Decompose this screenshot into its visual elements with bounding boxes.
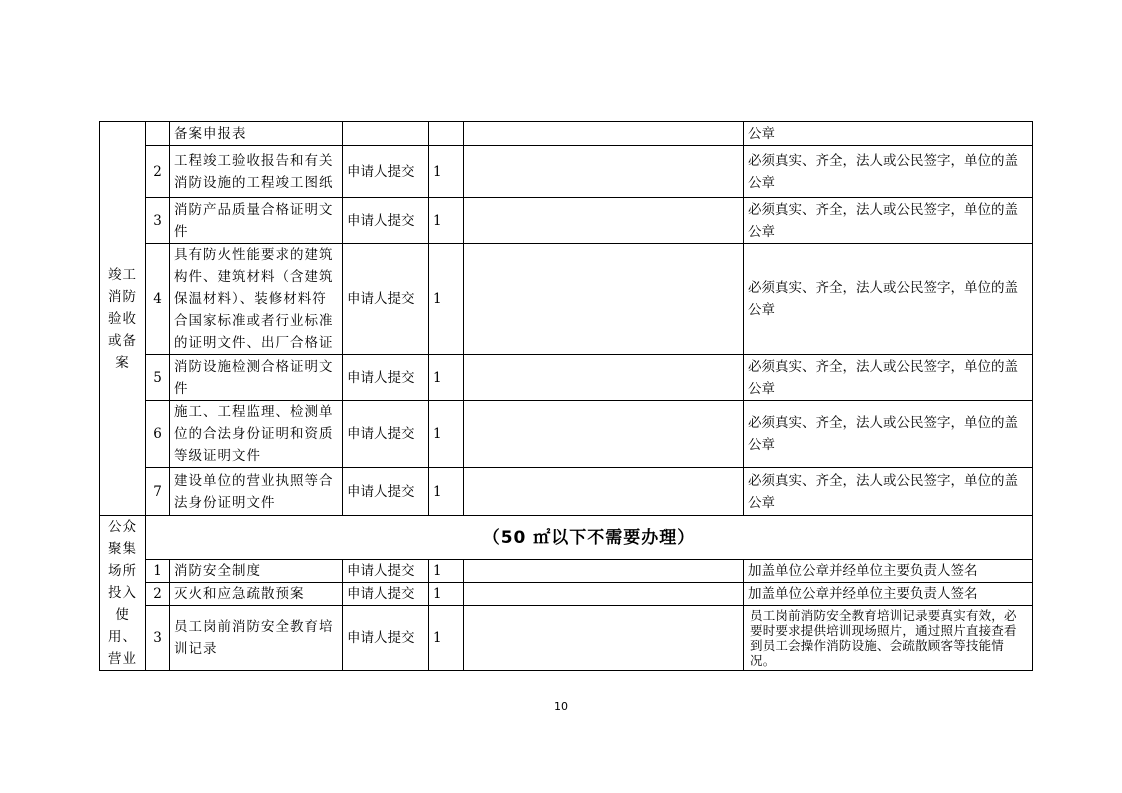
- requirement-cell: 公章: [744, 122, 1033, 146]
- submitter-cell: 申请人提交: [343, 583, 429, 606]
- blank-cell: [464, 606, 744, 671]
- table-row: [100, 244, 1033, 355]
- blank-cell: [464, 401, 744, 468]
- material-name: 具有防火性能要求的建筑构件、建筑材料（含建筑保温材料）、装修材料符合国家标准或者行业标准的证明文件、出厂合格证: [170, 244, 343, 355]
- blank-cell: [464, 560, 744, 583]
- submitter-cell: 申请人提交: [343, 468, 429, 516]
- blank-cell: [464, 583, 744, 606]
- category-cell: 竣工消防验收或备案: [100, 122, 146, 516]
- table-row: [100, 401, 1033, 468]
- submitter-cell: 申请人提交: [343, 560, 429, 583]
- count-cell: 1: [429, 401, 464, 468]
- count-cell: 1: [429, 560, 464, 583]
- table-row: [100, 146, 1033, 198]
- item-number: 2: [146, 583, 170, 606]
- submitter-cell: 申请人提交: [343, 606, 429, 671]
- requirement-cell: 加盖单位公章并经单位主要负责人签名: [744, 560, 1033, 583]
- submitter-cell: [343, 122, 429, 146]
- table-row: [100, 516, 1033, 560]
- table-row: [100, 468, 1033, 516]
- material-name: 员工岗前消防安全教育培训记录: [170, 606, 343, 671]
- submitter-cell: 申请人提交: [343, 401, 429, 468]
- requirement-cell: 必须真实、齐全，法人或公民签字，单位的盖公章: [744, 198, 1033, 244]
- material-name: 施工、工程监理、检测单位的合法身份证明和资质等级证明文件: [170, 401, 343, 468]
- submitter-cell: 申请人提交: [343, 355, 429, 401]
- count-cell: 1: [429, 355, 464, 401]
- count-cell: [429, 122, 464, 146]
- item-number: 7: [146, 468, 170, 516]
- count-cell: 1: [429, 583, 464, 606]
- item-number: 5: [146, 355, 170, 401]
- blank-cell: [464, 198, 744, 244]
- materials-table: [99, 121, 1033, 671]
- material-name: 消防安全制度: [170, 560, 343, 583]
- requirement-cell: 加盖单位公章并经单位主要负责人签名: [744, 583, 1033, 606]
- requirement-cell: 必须真实、齐全，法人或公民签字，单位的盖公章: [744, 355, 1033, 401]
- table-row: [100, 355, 1033, 401]
- count-cell: 1: [429, 146, 464, 198]
- material-name: 消防产品质量合格证明文件: [170, 198, 343, 244]
- material-name: 建设单位的营业执照等合法身份证明文件: [170, 468, 343, 516]
- count-cell: 1: [429, 468, 464, 516]
- material-name: 消防设施检测合格证明文件: [170, 355, 343, 401]
- page-number: 10: [554, 700, 568, 713]
- requirement-cell: 必须真实、齐全，法人或公民签字，单位的盖公章: [744, 401, 1033, 468]
- material-name: 灭火和应急疏散预案: [170, 583, 343, 606]
- table-row: [100, 606, 1033, 671]
- item-number: 1: [146, 560, 170, 583]
- material-name: 工程竣工验收报告和有关消防设施的工程竣工图纸: [170, 146, 343, 198]
- material-name: 备案申报表: [170, 122, 343, 146]
- requirement-cell: 员工岗前消防安全教育培训记录要真实有效，必要时要求提供培训现场照片，通过照片直接查看到员工会操作消防设施、会疏散顾客等技能情况。: [744, 606, 1033, 671]
- item-number: 3: [146, 198, 170, 244]
- blank-cell: [464, 244, 744, 355]
- requirement-cell: 必须真实、齐全，法人或公民签字，单位的盖公章: [744, 244, 1033, 355]
- item-number: 3: [146, 606, 170, 671]
- table-row: [100, 198, 1033, 244]
- category-cell: 公众聚集场所投入使用、营业: [100, 516, 146, 671]
- submitter-cell: 申请人提交: [343, 244, 429, 355]
- table-row: [100, 560, 1033, 583]
- submitter-cell: 申请人提交: [343, 146, 429, 198]
- count-cell: 1: [429, 606, 464, 671]
- blank-cell: [464, 468, 744, 516]
- item-number: [146, 122, 170, 146]
- table-row: [100, 122, 1033, 146]
- submitter-cell: 申请人提交: [343, 198, 429, 244]
- count-cell: 1: [429, 244, 464, 355]
- blank-cell: [464, 122, 744, 146]
- requirement-cell: 必须真实、齐全，法人或公民签字，单位的盖公章: [744, 468, 1033, 516]
- item-number: 6: [146, 401, 170, 468]
- blank-cell: [464, 146, 744, 198]
- table-row: [100, 583, 1033, 606]
- item-number: 2: [146, 146, 170, 198]
- blank-cell: [464, 355, 744, 401]
- requirement-cell: 必须真实、齐全，法人或公民签字，单位的盖公章: [744, 146, 1033, 198]
- count-cell: 1: [429, 198, 464, 244]
- note-row: （50 ㎡以下不需要办理）: [146, 516, 1033, 560]
- item-number: 4: [146, 244, 170, 355]
